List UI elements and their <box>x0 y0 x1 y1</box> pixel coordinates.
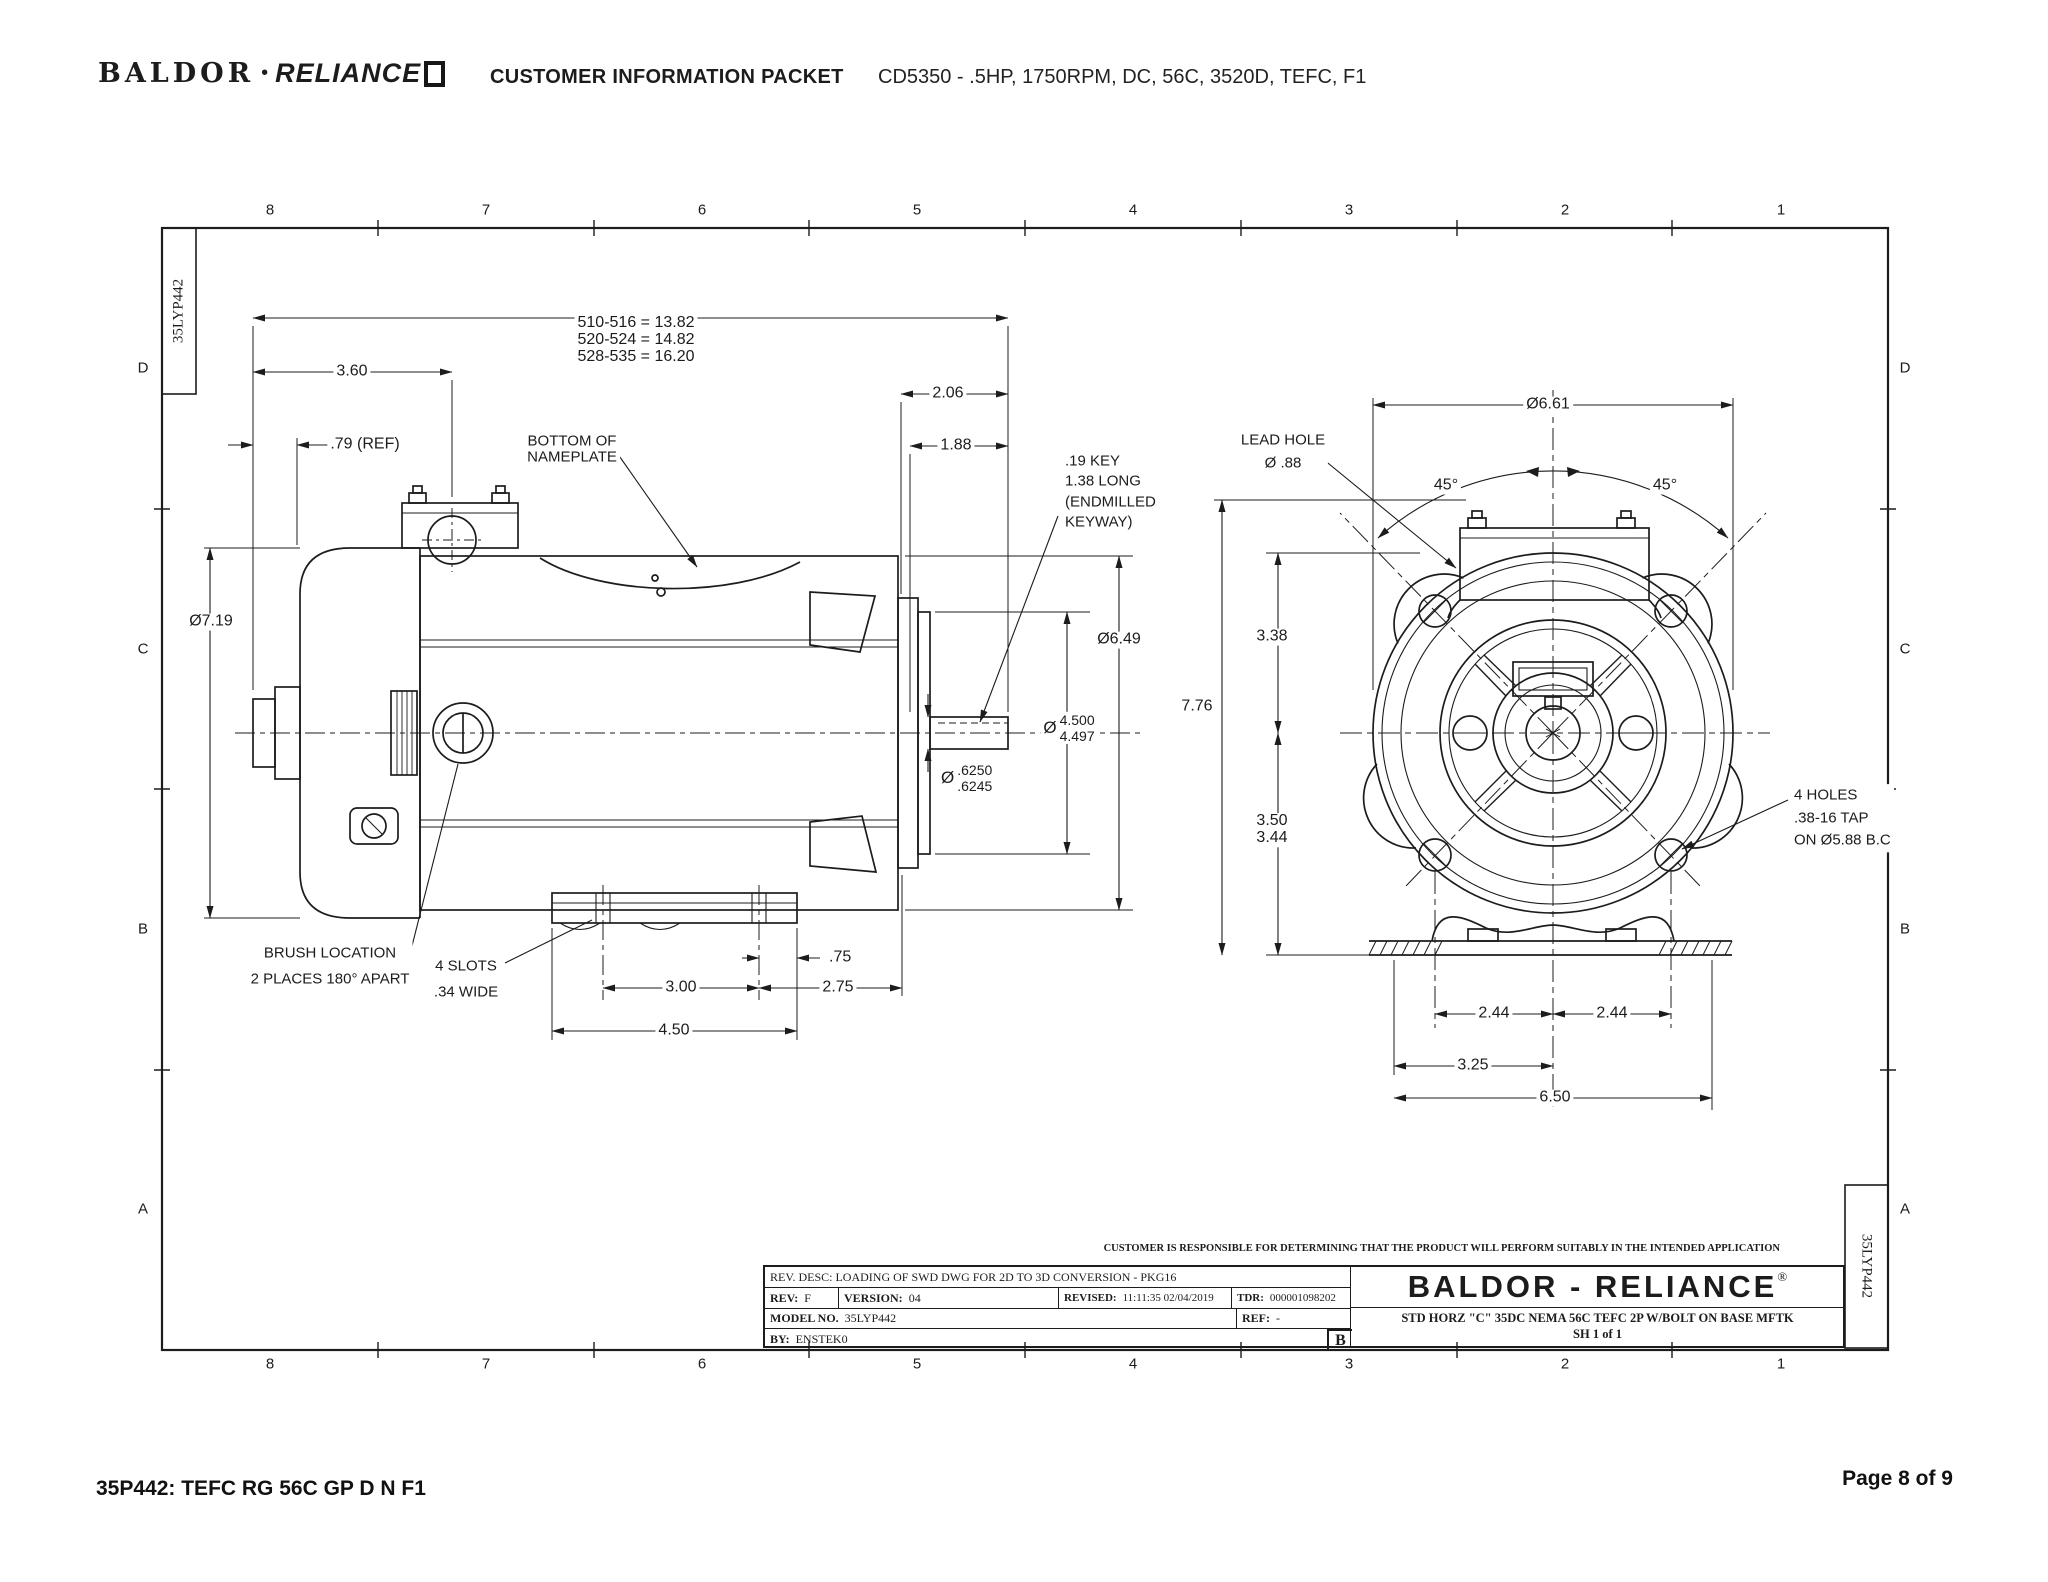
grid-row-left-d: D <box>137 359 149 377</box>
dim-7-76: 7.76 <box>1178 699 1215 716</box>
side-view-dimension-lines <box>210 318 1119 1031</box>
dim-2-44-right: 2.44 <box>1593 1006 1630 1023</box>
dim-2-44-left: 2.44 <box>1475 1006 1512 1023</box>
lead-hole-note: LEAD HOLE Ø .88 <box>1238 430 1328 475</box>
grid-col-top-5: 5 <box>912 201 922 219</box>
version-cell: VERSION: 04 <box>838 1288 1058 1309</box>
dim-1-88: 1.88 <box>937 438 974 455</box>
grid-col-top-6: 6 <box>697 201 707 219</box>
grid-col-bottom-6: 6 <box>697 1355 707 1373</box>
dia-6-61: Ø6.61 <box>1523 397 1573 414</box>
sheet-number: SH 1 of 1 <box>1573 1326 1622 1341</box>
grid-row-right-c: C <box>1899 640 1911 658</box>
end-view-centerlines <box>1340 390 1770 1108</box>
logo-baldor-text: BALDOR <box>98 58 255 89</box>
dim-6-50: 6.50 <box>1536 1090 1573 1107</box>
tdr-cell: TDR: 000001098202 <box>1231 1288 1350 1309</box>
disclaimer-note: CUSTOMER IS RESPONSIBLE FOR DETERMINING THAT THE PRODUCT WILL PERFORM SUITABLY IN THE INTENDED APPLICATION <box>1103 1243 1780 1254</box>
by-cell: BY: ENSTEK0 <box>770 1332 848 1346</box>
title-block <box>763 1265 1845 1348</box>
grid-row-right-d: D <box>1899 359 1911 377</box>
slots-note: 4 SLOTS .34 WIDE <box>431 954 501 1005</box>
grid-col-bottom-8: 8 <box>265 1355 275 1373</box>
dim-3-38: 3.38 <box>1253 629 1290 646</box>
dim-3-25: 3.25 <box>1454 1058 1491 1075</box>
dim-3-60: 3.60 <box>333 364 370 381</box>
grid-col-bottom-4: 4 <box>1128 1355 1138 1373</box>
grid-row-right-b: B <box>1899 920 1911 938</box>
grid-col-top-2: 2 <box>1560 201 1570 219</box>
grid-col-top-7: 7 <box>481 201 491 219</box>
dia-6-49: Ø6.49 <box>1094 632 1144 649</box>
grid-col-bottom-1: 1 <box>1776 1355 1786 1373</box>
dim-2-75: 2.75 <box>819 980 856 997</box>
angle-45-left: 45° <box>1431 478 1461 495</box>
logo-dot-icon: • <box>261 62 269 84</box>
grid-col-bottom-5: 5 <box>912 1355 922 1373</box>
packet-title: CUSTOMER INFORMATION PACKET <box>490 66 844 88</box>
page-number: Page 8 of 9 <box>1842 1467 1953 1490</box>
diameter-symbol: Ø <box>941 768 955 788</box>
nameplate-note: BOTTOM OF NAMEPLATE <box>524 433 620 465</box>
brand-cell <box>1350 1267 1844 1308</box>
end-view-dimension-lines <box>1222 405 1788 1098</box>
drawing-number-tag-right: 35LYP442 <box>1858 1233 1875 1299</box>
sheet-size-letter: B <box>1327 1329 1352 1350</box>
grid-col-bottom-7: 7 <box>481 1355 491 1373</box>
angle-45-right: 45° <box>1650 478 1680 495</box>
rev-cell: REV: F <box>765 1288 838 1309</box>
dim-3-50-3-44: 3.50 3.44 <box>1253 813 1290 847</box>
drawing-number-tag-left: 35LYP442 <box>170 278 187 344</box>
grid-col-bottom-3: 3 <box>1344 1355 1354 1373</box>
logo-reliance-text: RELIANCE <box>275 58 422 88</box>
grid-row-right-a: A <box>1899 1200 1911 1218</box>
dia-6250: Ø .6250 .6245 <box>938 762 995 794</box>
grid-row-left-b: B <box>137 920 149 938</box>
length-options-note: 510-516 = 13.82 520-524 = 14.82 528-535 = 16.20 <box>575 315 698 365</box>
grid-row-left-a: A <box>137 1200 149 1218</box>
tap-holes-note: 4 HOLES .38-16 TAP ON Ø5.88 B.C <box>1791 784 1894 852</box>
grid-col-top-8: 8 <box>265 201 275 219</box>
dia-7-19: Ø7.19 <box>186 614 236 631</box>
dim-2-06: 2.06 <box>929 386 966 403</box>
diameter-symbol: Ø <box>1043 718 1057 738</box>
drawing-description: STD HORZ "C" 35DC NEMA 56C TEFC 2P W/BOLT ON BASE MFTK <box>1401 1310 1794 1325</box>
brand-name: BALDOR - RELIANCE <box>1407 1269 1778 1304</box>
dim-4-50: 4.50 <box>655 1023 692 1040</box>
side-view-linework <box>253 486 1008 930</box>
keyway-note: .19 KEY 1.38 LONG (ENDMILLED KEYWAY) <box>1062 452 1159 533</box>
dim-79-ref: .79 (REF) <box>327 437 402 454</box>
revised-cell: REVISED: 11:11:35 02/04/2019 <box>1058 1288 1231 1309</box>
grid-col-bottom-2: 2 <box>1560 1355 1570 1373</box>
model-no-cell: MODEL NO. 35LYP442 <box>765 1309 1236 1329</box>
grid-row-left-c: C <box>137 640 149 658</box>
rev-desc-cell: REV. DESC: LOADING OF SWD DWG FOR 2D TO 3D CONVERSION - PKG16 <box>765 1267 1350 1288</box>
side-view-extension-lines <box>204 326 1133 1040</box>
grid-col-top-3: 3 <box>1344 201 1354 219</box>
sheet-frame <box>154 220 1896 1358</box>
brush-location-note: BRUSH LOCATION 2 PLACES 180° APART <box>248 941 413 992</box>
drawing-description-cell <box>1350 1307 1844 1346</box>
ref-cell: REF: - <box>1236 1309 1350 1329</box>
dim-3-00: 3.00 <box>662 980 699 997</box>
dim-75: .75 <box>826 950 854 967</box>
grid-col-top-1: 1 <box>1776 201 1786 219</box>
grid-col-top-4: 4 <box>1128 201 1138 219</box>
catalog-model-line: CD5350 - .5HP, 1750RPM, DC, 56C, 3520D, TEFC, F1 <box>878 66 1367 88</box>
registered-mark: ® <box>1777 1269 1788 1284</box>
dia-4500: Ø 4.500 4.497 <box>1040 712 1097 744</box>
footer-model-spec: 35P442: TEFC RG 56C GP D N F1 <box>96 1477 426 1500</box>
